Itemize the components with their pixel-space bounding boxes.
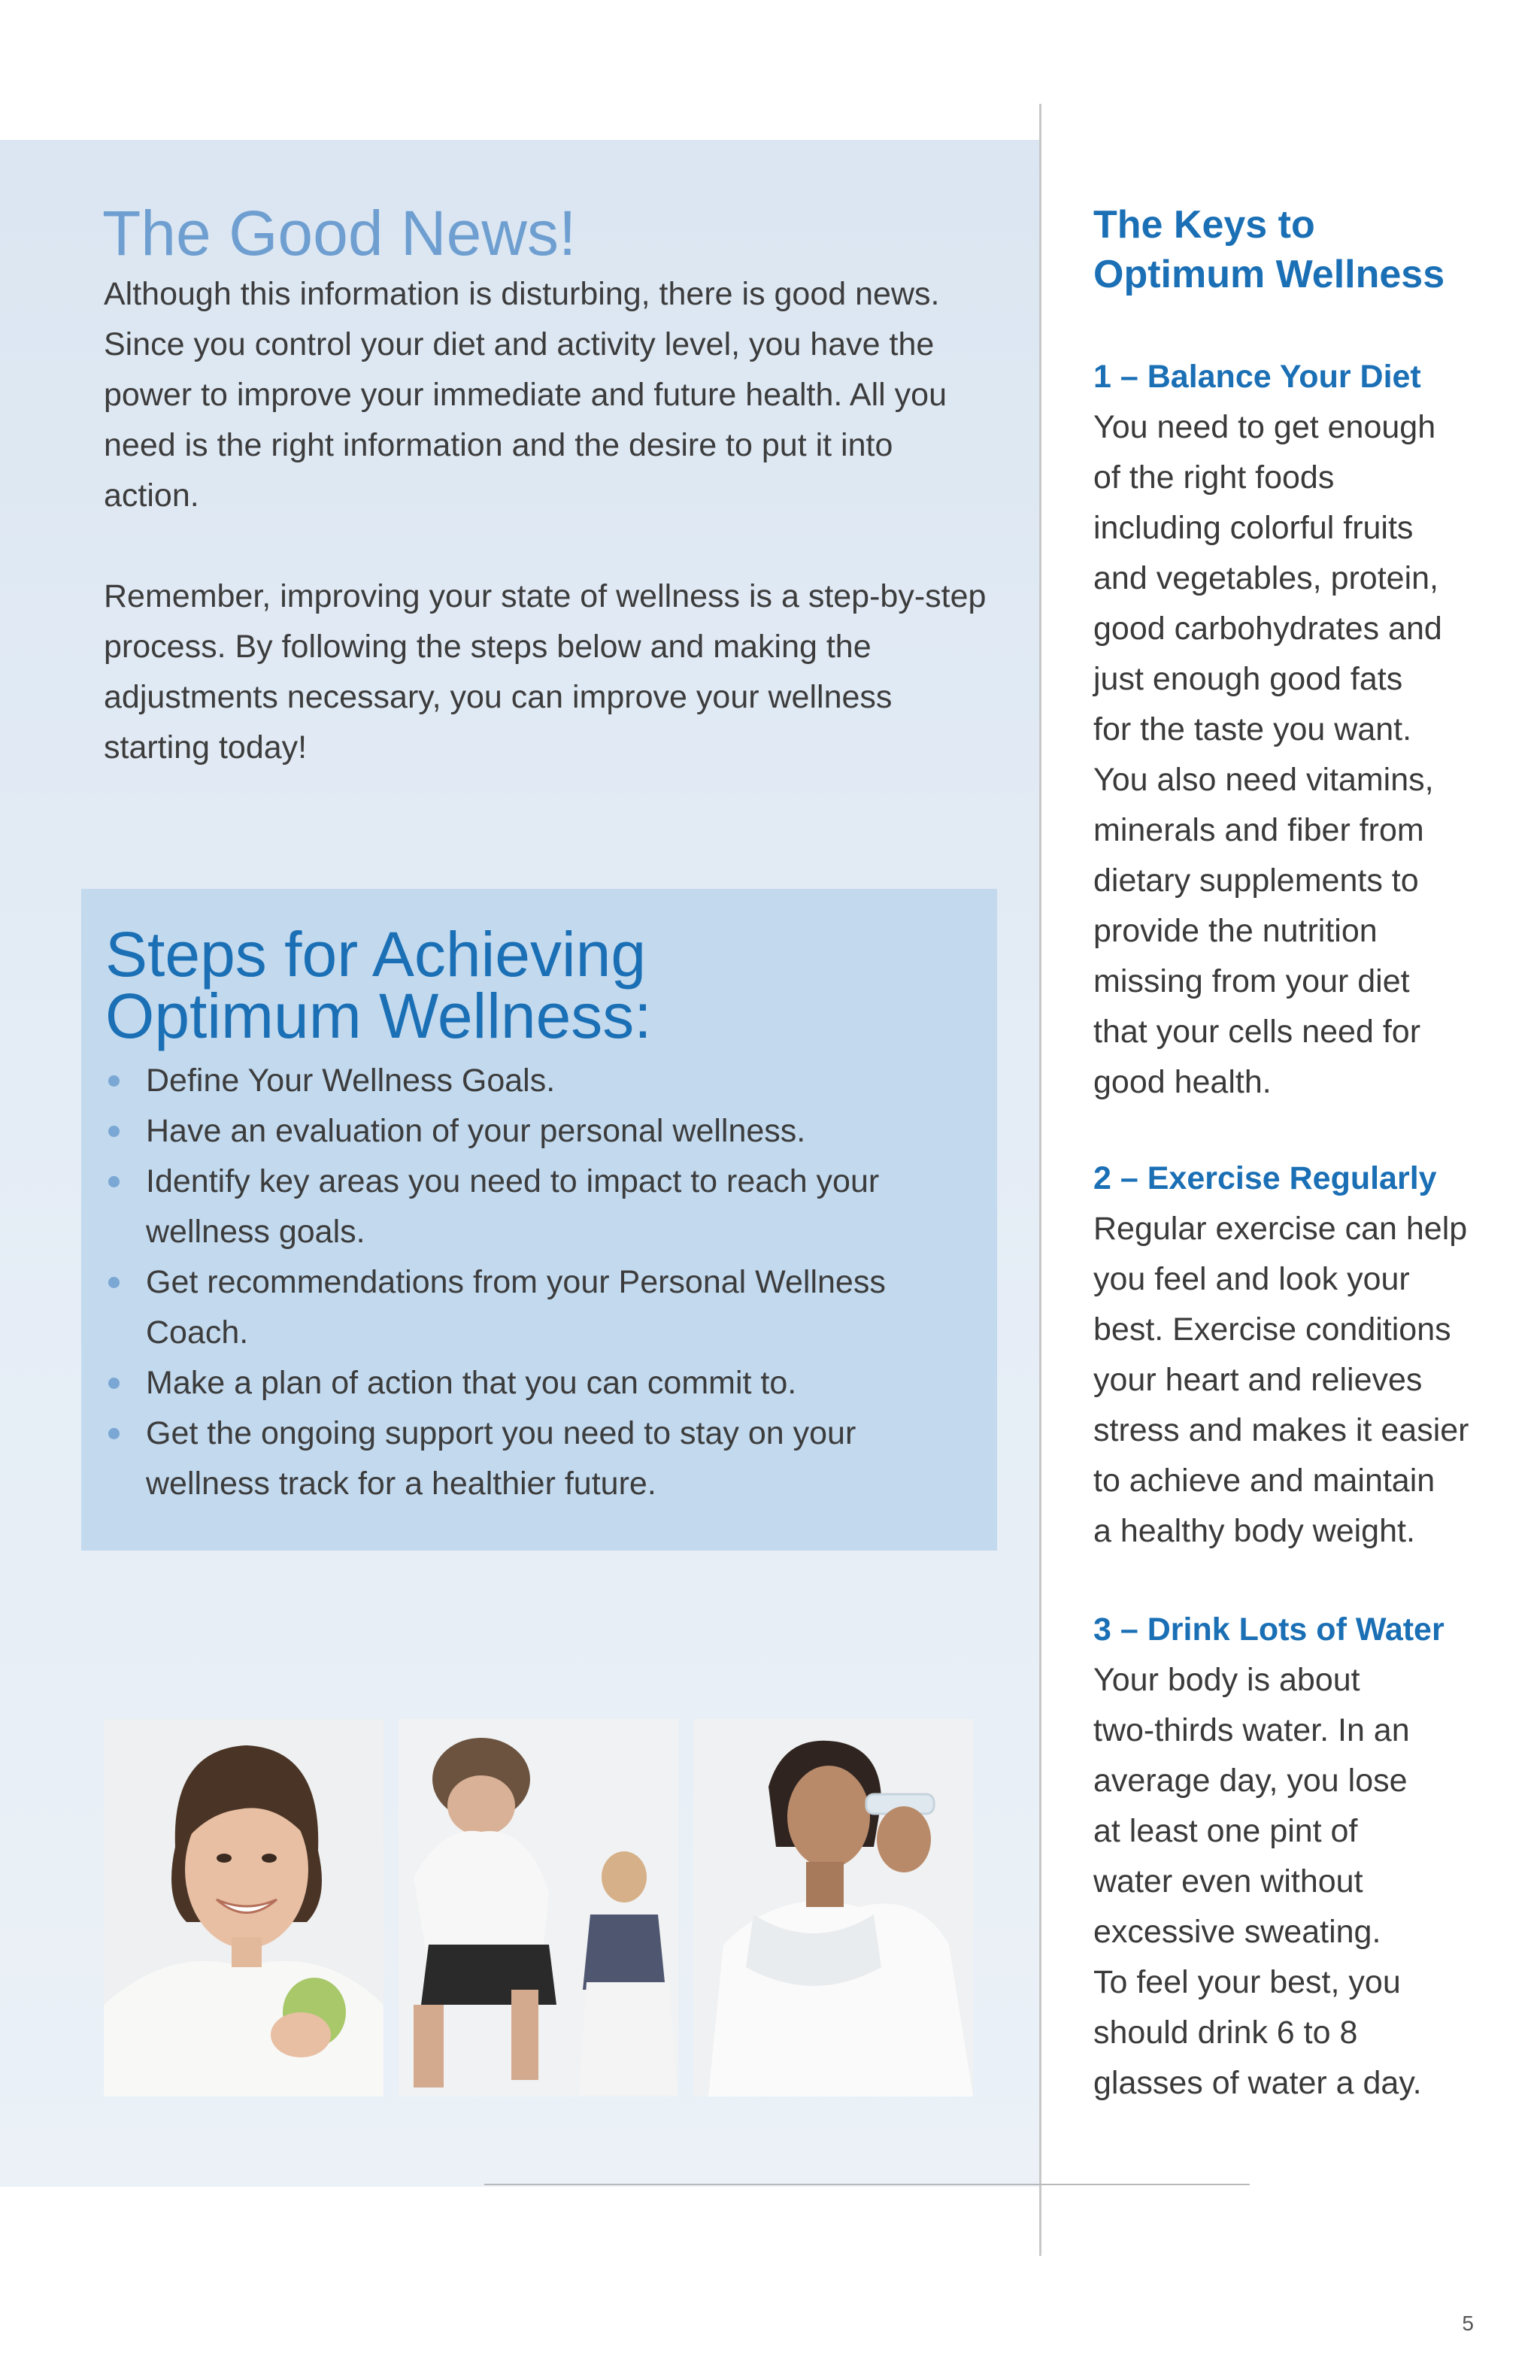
key-text-line: you feel and look your: [1093, 1261, 1410, 1297]
step-text: Get recommendations from your Personal Wellness Coach.: [146, 1264, 886, 1351]
list-item: [105, 1157, 978, 1257]
key-text-line: a healthy body weight.: [1093, 1513, 1415, 1549]
good-news-paragraph: Remember, improving your state of wellness is a step-by-step process. By following the steps below and making the adjustments necessary, you can improve your wellness starting today!: [104, 578, 987, 766]
step-text: Define Your Wellness Goals.: [146, 1063, 556, 1099]
key-text-line: best. Exercise conditions: [1093, 1311, 1451, 1348]
key-section-diet: [1093, 352, 1514, 1108]
key-text-line: to achieve and maintain: [1093, 1463, 1435, 1499]
key-text-line: Regular exercise can help: [1093, 1211, 1468, 1247]
key-text-line: should drink 6 to 8: [1093, 2015, 1358, 2051]
key-heading: 2 – Exercise Regularly: [1093, 1160, 1437, 1196]
bullet-icon: [108, 1378, 120, 1389]
key-text-line: water even without: [1093, 1863, 1363, 1899]
key-heading: 1 – Balance Your Diet: [1093, 359, 1421, 395]
list-item: [105, 1056, 978, 1106]
column-divider: [1039, 104, 1041, 2256]
keys-title: [1093, 200, 1445, 299]
step-text: Have an evaluation of your personal wellness.: [146, 1113, 806, 1149]
key-text-line: minerals and fiber from: [1093, 812, 1424, 848]
key-text-line: just enough good fats: [1093, 661, 1403, 697]
list-item: [105, 1358, 978, 1408]
bullet-icon: [108, 1428, 120, 1439]
list-item: [105, 1408, 978, 1509]
good-news-paragraph: Although this information is disturbing, there is good news. Since you control your diet and activity level, you have the power to improve your immediate and future health. All you need is the right information and the desire to put it into action.: [104, 276, 947, 514]
key-text: [1093, 402, 1514, 1108]
bottom-rule: [484, 2184, 1250, 2185]
key-text-line: that your cells need for: [1093, 1014, 1421, 1050]
key-text-line: at least one pint of: [1093, 1813, 1358, 1849]
good-news-title: The Good News!: [102, 198, 577, 268]
key-text-line: including colorful fruits: [1093, 510, 1414, 546]
key-text-line: your heart and relieves: [1093, 1362, 1423, 1398]
bullet-icon: [108, 1075, 120, 1087]
bullet-icon: [108, 1126, 120, 1137]
step-text: Make a plan of action that you can commit to.: [146, 1365, 797, 1401]
key-text-line: To feel your best, you: [1093, 1964, 1401, 2000]
good-news-body: [104, 269, 991, 823]
list-item: [105, 1257, 978, 1358]
bullet-icon: [108, 1277, 120, 1288]
key-text-line: good carbohydrates and: [1093, 611, 1442, 647]
key-text-line: of the right foods: [1093, 459, 1335, 496]
keys-title-line: Optimum Wellness: [1093, 253, 1445, 296]
photo-woman-drinking-water: [693, 1719, 973, 2097]
key-text-line: dietary supplements to: [1093, 863, 1419, 899]
key-heading: 3 – Drink Lots of Water: [1093, 1611, 1445, 1648]
key-text-line: average day, you lose: [1093, 1763, 1408, 1799]
page-number: 5: [1462, 2312, 1474, 2335]
key-text-line: two-thirds water. In an: [1093, 1712, 1410, 1748]
step-text: Identify key areas you need to impact to reach your wellness goals.: [146, 1163, 880, 1250]
key-text-line: for the taste you want.: [1093, 711, 1412, 747]
key-text-line: Your body is about: [1093, 1662, 1360, 1698]
key-text: [1093, 1204, 1514, 1557]
key-text-line: and vegetables, protein,: [1093, 560, 1438, 596]
steps-title-line: Optimum Wellness:: [105, 981, 652, 1051]
key-text: [1093, 1655, 1514, 2109]
steps-title-line: Steps for Achieving: [105, 919, 647, 990]
key-text-line: missing from your diet: [1093, 963, 1410, 999]
photo-exercise-class: [399, 1719, 678, 2097]
step-text: Get the ongoing support you need to stay on your wellness track for a healthier future.: [146, 1415, 856, 1502]
steps-list: [105, 1056, 978, 1509]
key-text-line: glasses of water a day.: [1093, 2065, 1422, 2101]
key-text-line: good health.: [1093, 1064, 1272, 1100]
bullet-icon: [108, 1176, 120, 1187]
key-text-line: You need to get enough: [1093, 409, 1436, 445]
key-section-exercise: [1093, 1154, 1514, 1557]
key-text-line: provide the nutrition: [1093, 913, 1378, 949]
photo-smiling-woman-apple: [104, 1719, 383, 2097]
key-section-water: [1093, 1605, 1514, 2109]
key-text-line: excessive sweating.: [1093, 1914, 1381, 1950]
key-text-line: You also need vitamins,: [1093, 762, 1434, 798]
steps-title: [105, 919, 652, 1051]
keys-title-line: The Keys to: [1093, 203, 1315, 247]
list-item: [105, 1106, 978, 1157]
key-text-line: stress and makes it easier: [1093, 1412, 1469, 1448]
